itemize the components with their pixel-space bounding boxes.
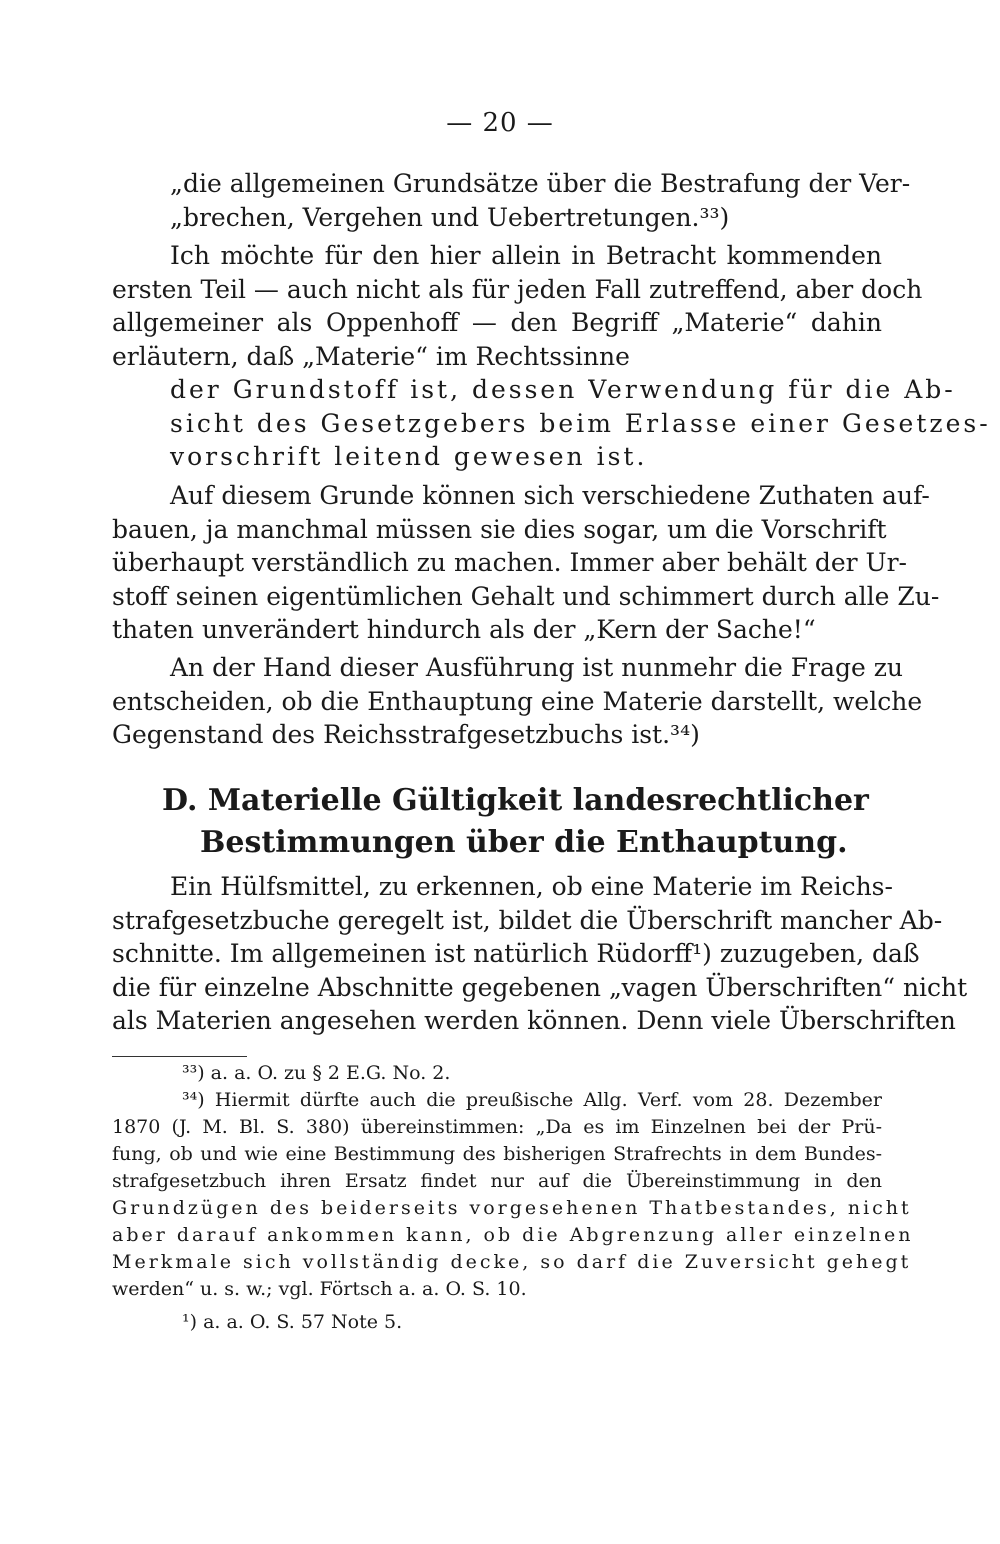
- footnote-line: aber darauf ankommen kann, ob die Abgrenzung aller einzelnen: [112, 1224, 914, 1246]
- text-line: ersten Teil — auch nicht als für jeden Fall zutreffend, aber doch: [112, 274, 923, 304]
- text-line: der Grundstoff ist, dessen Verwendung für die Ab-: [170, 375, 956, 404]
- footnote-line: 1870 (J. M. Bl. S. 380) übereinstimmen: „Da es im Einzelnen bei der Prü-: [112, 1116, 882, 1138]
- text-line: An der Hand dieser Ausführung ist nunmehr die Frage zu: [170, 653, 903, 682]
- footnote-line: ³⁴) Hiermit dürfte auch die preußische Allg. Verf. vom 28. Dezember: [182, 1089, 882, 1111]
- footnote-line: fung, ob und wie eine Bestimmung des bisherigen Strafrechts in dem Bundes-: [112, 1143, 882, 1165]
- text-line: vorschrift leitend gewesen ist.: [170, 442, 648, 471]
- footnote-line: ¹) a. a. O. S. 57 Note 5.: [182, 1311, 403, 1333]
- page-number: — 20 —: [446, 108, 554, 138]
- section-heading: [112, 780, 882, 864]
- text-line: entscheiden, ob die Enthauptung eine Materie darstellt, welche: [112, 686, 923, 716]
- text-line: als Materien angesehen werden können. Denn viele Überschriften: [112, 1006, 956, 1035]
- text-line: thaten unverändert hindurch als der „Kern der Sache!“: [112, 615, 816, 644]
- paragraph-materie-definition: [112, 239, 991, 474]
- text-line: „die allgemeinen Grundsätze über die Bestrafung der Ver-: [170, 169, 911, 198]
- footnotes: [112, 1060, 914, 1336]
- text-line: sicht des Gesetzgebers beim Erlasse einer Gesetzes-: [170, 408, 991, 438]
- text-line: Auf diesem Grunde können sich verschiedene Zuthaten auf-: [170, 481, 930, 510]
- text-line: allgemeiner als Oppenhoff — den Begriff „Materie“ dahin: [112, 308, 882, 337]
- footnote-line: Grundzügen des beiderseits vorgesehenen Thatbestandes, nicht: [112, 1197, 912, 1219]
- text-line: Ein Hülfsmittel, zu erkennen, ob eine Materie im Reichs-: [170, 872, 893, 901]
- text-line: überhaupt verständlich zu machen. Immer aber behält der Ur-: [112, 548, 908, 577]
- text-line: Gegenstand des Reichsstrafgesetzbuchs ist.³⁴): [112, 720, 700, 749]
- section-heading-line: Bestimmungen über die Enthauptung.: [200, 825, 848, 860]
- text-line: „brechen, Vergehen und Uebertretungen.³³): [170, 202, 730, 232]
- text-line: Ich möchte für den hier allein in Betracht kommenden: [170, 241, 882, 270]
- footnote-divider: [112, 1056, 247, 1057]
- footnote-line: ³³) a. a. O. zu § 2 E.G. No. 2.: [182, 1062, 451, 1084]
- section-heading-line: D. Materielle Gültigkeit landesrechtlicher: [162, 783, 869, 818]
- text-line: strafgesetzbuche geregelt ist, bildet die Überschrift mancher Ab-: [112, 905, 943, 935]
- paragraph-enthauptung-frage: [112, 651, 923, 752]
- text-line: schnitte. Im allgemeinen ist natürlich Rüdorff¹) zuzugeben, daß: [112, 939, 920, 968]
- footnote-line: werden“ u. s. w.; vgl. Förtsch a. a. O. S. 10.: [112, 1278, 527, 1300]
- paragraph-ueberschriften: [112, 870, 968, 1038]
- text-line: stoff seinen eigentümlichen Gehalt und schimmert durch alle Zu-: [112, 581, 940, 611]
- text-line: erläutern, daß „Materie“ im Rechtssinne: [112, 341, 630, 371]
- footnote-line: strafgesetzbuch ihren Ersatz findet nur auf die Übereinstimmung in den: [112, 1170, 882, 1192]
- text-line: die für einzelne Abschnitte gegebenen „vagen Überschriften“ nicht: [112, 972, 968, 1002]
- quote-paragraph: [112, 167, 911, 234]
- paragraph-zuthaten: [112, 479, 940, 647]
- text-line: bauen, ja manchmal müssen sie dies sogar, um die Vorschrift: [112, 514, 887, 544]
- footnote-line: Merkmale sich vollständig decke, so darf die Zuversicht gehegt: [112, 1251, 912, 1273]
